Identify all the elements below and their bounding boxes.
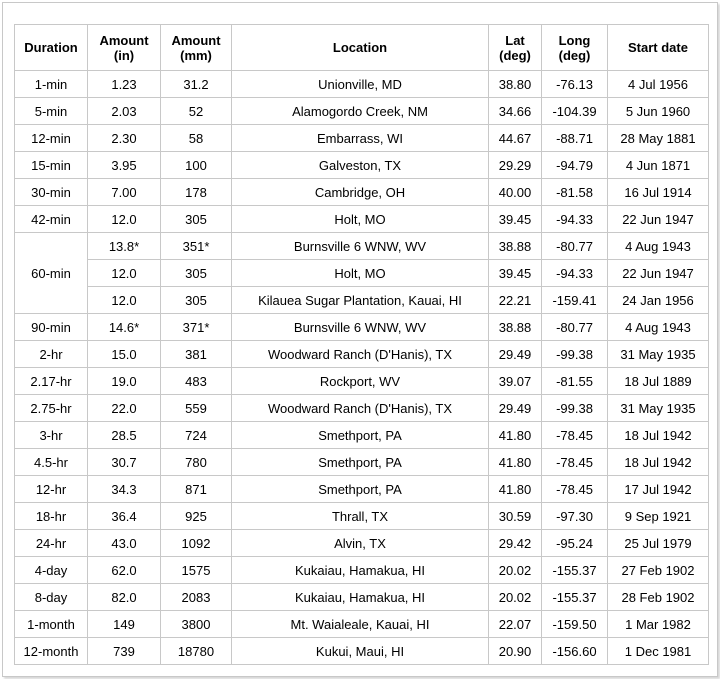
long-cell: -78.45: [542, 476, 608, 503]
start-date-cell: 16 Jul 1914: [608, 179, 709, 206]
long-cell: -104.39: [542, 98, 608, 125]
amount-mm-cell: 2083: [161, 584, 232, 611]
table-row: [15, 125, 709, 152]
amount-mm-cell: 381: [161, 341, 232, 368]
start-date-cell: 31 May 1935: [608, 395, 709, 422]
duration-cell: 60-min: [15, 233, 88, 314]
location-cell: Smethport, PA: [232, 476, 489, 503]
long-cell: -88.71: [542, 125, 608, 152]
amount-mm-cell: 305: [161, 260, 232, 287]
amount-in-cell: 2.30: [88, 125, 161, 152]
start-date-cell: 22 Jun 1947: [608, 206, 709, 233]
location-cell: Alamogordo Creek, NM: [232, 98, 489, 125]
start-date-cell: 4 Jun 1871: [608, 152, 709, 179]
long-cell: -81.55: [542, 368, 608, 395]
start-date-cell: 28 Feb 1902: [608, 584, 709, 611]
amount-in-cell: 22.0: [88, 395, 161, 422]
table-row: [15, 98, 709, 125]
location-cell: Holt, MO: [232, 206, 489, 233]
long-cell: -80.77: [542, 314, 608, 341]
start-date-cell: 4 Jul 1956: [608, 71, 709, 98]
duration-cell: 5-min: [15, 98, 88, 125]
amount-in-cell: 62.0: [88, 557, 161, 584]
table-body: [15, 71, 709, 665]
location-cell: Woodward Ranch (D'Hanis), TX: [232, 395, 489, 422]
table-row: [15, 611, 709, 638]
header-row: [15, 25, 709, 71]
amount-mm-cell: 351*: [161, 233, 232, 260]
duration-cell: 1-min: [15, 71, 88, 98]
location-cell: Cambridge, OH: [232, 179, 489, 206]
location-cell: Kilauea Sugar Plantation, Kauai, HI: [232, 287, 489, 314]
amount-in-cell: 12.0: [88, 287, 161, 314]
amount-mm-cell: 305: [161, 206, 232, 233]
amount-in-cell: 82.0: [88, 584, 161, 611]
lat-cell: 29.29: [489, 152, 542, 179]
start-date-cell: 22 Jun 1947: [608, 260, 709, 287]
amount-mm-cell: 178: [161, 179, 232, 206]
location-cell: Kukaiau, Hamakua, HI: [232, 584, 489, 611]
duration-cell: 1-month: [15, 611, 88, 638]
lat-cell: 29.49: [489, 341, 542, 368]
header-long: [542, 25, 608, 71]
amount-mm-cell: 925: [161, 503, 232, 530]
location-cell: Kukui, Maui, HI: [232, 638, 489, 665]
table-row: [15, 638, 709, 665]
lat-cell: 44.67: [489, 125, 542, 152]
amount-mm-cell: 724: [161, 422, 232, 449]
duration-cell: 2-hr: [15, 341, 88, 368]
header-lat: [489, 25, 542, 71]
duration-cell: 12-min: [15, 125, 88, 152]
amount-mm-cell: 52: [161, 98, 232, 125]
amount-in-cell: 19.0: [88, 368, 161, 395]
location-cell: Mt. Waialeale, Kauai, HI: [232, 611, 489, 638]
amount-mm-cell: 58: [161, 125, 232, 152]
long-cell: -94.33: [542, 206, 608, 233]
table-row: [15, 422, 709, 449]
amount-in-cell: 36.4: [88, 503, 161, 530]
header-amount-mm-line2: (mm): [180, 47, 212, 63]
duration-cell: 12-hr: [15, 476, 88, 503]
long-cell: -97.30: [542, 503, 608, 530]
lat-cell: 29.49: [489, 395, 542, 422]
table-row: [15, 341, 709, 368]
header-lat-line2: (deg): [499, 47, 531, 63]
location-cell: Embarrass, WI: [232, 125, 489, 152]
location-cell: Unionville, MD: [232, 71, 489, 98]
start-date-cell: 4 Aug 1943: [608, 233, 709, 260]
amount-in-cell: 15.0: [88, 341, 161, 368]
location-cell: Burnsville 6 WNW, WV: [232, 314, 489, 341]
long-cell: -99.38: [542, 341, 608, 368]
amount-mm-cell: 305: [161, 287, 232, 314]
long-cell: -94.33: [542, 260, 608, 287]
long-cell: -80.77: [542, 233, 608, 260]
location-cell: Thrall, TX: [232, 503, 489, 530]
start-date-cell: 25 Jul 1979: [608, 530, 709, 557]
header-duration: Duration: [15, 25, 88, 71]
header-amount-mm-line1: Amount: [171, 32, 221, 48]
rainfall-records-table: [14, 24, 709, 665]
location-cell: Holt, MO: [232, 260, 489, 287]
duration-cell: 42-min: [15, 206, 88, 233]
lat-cell: 20.90: [489, 638, 542, 665]
lat-cell: 39.45: [489, 206, 542, 233]
table-row: [15, 584, 709, 611]
lat-cell: 41.80: [489, 476, 542, 503]
amount-in-cell: 12.0: [88, 260, 161, 287]
table-row: [15, 179, 709, 206]
start-date-cell: 9 Sep 1921: [608, 503, 709, 530]
long-cell: -95.24: [542, 530, 608, 557]
amount-in-cell: 13.8*: [88, 233, 161, 260]
table-row: [15, 206, 709, 233]
long-cell: -156.60: [542, 638, 608, 665]
lat-cell: 41.80: [489, 422, 542, 449]
location-cell: Smethport, PA: [232, 422, 489, 449]
amount-mm-cell: 871: [161, 476, 232, 503]
duration-cell: 4-day: [15, 557, 88, 584]
location-cell: Smethport, PA: [232, 449, 489, 476]
header-amount-in-line1: Amount: [99, 32, 149, 48]
amount-in-cell: 14.6*: [88, 314, 161, 341]
table-row: [15, 287, 709, 314]
duration-cell: 2.75-hr: [15, 395, 88, 422]
header-long-line2: (deg): [558, 47, 591, 63]
lat-cell: 20.02: [489, 557, 542, 584]
lat-cell: 41.80: [489, 449, 542, 476]
header-long-line1: Long: [558, 32, 591, 48]
amount-in-cell: 30.7: [88, 449, 161, 476]
duration-cell: 12-month: [15, 638, 88, 665]
lat-cell: 30.59: [489, 503, 542, 530]
table-row: [15, 395, 709, 422]
start-date-cell: 1 Mar 1982: [608, 611, 709, 638]
duration-cell: 8-day: [15, 584, 88, 611]
amount-in-cell: 149: [88, 611, 161, 638]
lat-cell: 34.66: [489, 98, 542, 125]
table-row: [15, 368, 709, 395]
amount-mm-cell: 31.2: [161, 71, 232, 98]
duration-cell: 30-min: [15, 179, 88, 206]
lat-cell: 39.45: [489, 260, 542, 287]
long-cell: -76.13: [542, 71, 608, 98]
table-row: [15, 503, 709, 530]
start-date-cell: 18 Jul 1942: [608, 422, 709, 449]
duration-cell: 15-min: [15, 152, 88, 179]
location-cell: Galveston, TX: [232, 152, 489, 179]
amount-mm-cell: 100: [161, 152, 232, 179]
header-location: Location: [232, 25, 489, 71]
location-cell: Burnsville 6 WNW, WV: [232, 233, 489, 260]
table-row: [15, 152, 709, 179]
amount-mm-cell: 1575: [161, 557, 232, 584]
duration-cell: 18-hr: [15, 503, 88, 530]
lat-cell: 29.42: [489, 530, 542, 557]
amount-mm-cell: 780: [161, 449, 232, 476]
lat-cell: 38.80: [489, 71, 542, 98]
location-cell: Woodward Ranch (D'Hanis), TX: [232, 341, 489, 368]
table-row: [15, 233, 709, 260]
start-date-cell: 5 Jun 1960: [608, 98, 709, 125]
table-row: [15, 557, 709, 584]
start-date-cell: 28 May 1881: [608, 125, 709, 152]
amount-mm-cell: 559: [161, 395, 232, 422]
start-date-cell: 31 May 1935: [608, 341, 709, 368]
table-row: [15, 476, 709, 503]
screenshot-frame: [2, 2, 718, 677]
amount-in-cell: 739: [88, 638, 161, 665]
lat-cell: 22.07: [489, 611, 542, 638]
duration-cell: 4.5-hr: [15, 449, 88, 476]
amount-mm-cell: 18780: [161, 638, 232, 665]
header-amount-in-line2: (in): [113, 47, 135, 63]
long-cell: -99.38: [542, 395, 608, 422]
start-date-cell: 4 Aug 1943: [608, 314, 709, 341]
long-cell: -78.45: [542, 422, 608, 449]
table-row: [15, 260, 709, 287]
header-amount-in: [88, 25, 161, 71]
duration-cell: 3-hr: [15, 422, 88, 449]
long-cell: -94.79: [542, 152, 608, 179]
amount-in-cell: 43.0: [88, 530, 161, 557]
long-cell: -155.37: [542, 557, 608, 584]
long-cell: -81.58: [542, 179, 608, 206]
amount-in-cell: 2.03: [88, 98, 161, 125]
table-row: [15, 449, 709, 476]
start-date-cell: 1 Dec 1981: [608, 638, 709, 665]
duration-cell: 2.17-hr: [15, 368, 88, 395]
long-cell: -159.41: [542, 287, 608, 314]
lat-cell: 20.02: [489, 584, 542, 611]
amount-mm-cell: 1092: [161, 530, 232, 557]
amount-mm-cell: 483: [161, 368, 232, 395]
table-header: [15, 25, 709, 71]
amount-in-cell: 1.23: [88, 71, 161, 98]
location-cell: Kukaiau, Hamakua, HI: [232, 557, 489, 584]
start-date-cell: 27 Feb 1902: [608, 557, 709, 584]
start-date-cell: 18 Jul 1942: [608, 449, 709, 476]
location-cell: Rockport, WV: [232, 368, 489, 395]
table-row: [15, 314, 709, 341]
lat-cell: 22.21: [489, 287, 542, 314]
lat-cell: 39.07: [489, 368, 542, 395]
lat-cell: 38.88: [489, 314, 542, 341]
start-date-cell: 24 Jan 1956: [608, 287, 709, 314]
long-cell: -155.37: [542, 584, 608, 611]
lat-cell: 38.88: [489, 233, 542, 260]
amount-in-cell: 7.00: [88, 179, 161, 206]
header-lat-line1: Lat: [505, 32, 525, 48]
amount-in-cell: 12.0: [88, 206, 161, 233]
duration-cell: 24-hr: [15, 530, 88, 557]
table-row: [15, 530, 709, 557]
amount-in-cell: 34.3: [88, 476, 161, 503]
header-amount-mm: [161, 25, 232, 71]
start-date-cell: 17 Jul 1942: [608, 476, 709, 503]
table-row: [15, 71, 709, 98]
start-date-cell: 18 Jul 1889: [608, 368, 709, 395]
amount-in-cell: 3.95: [88, 152, 161, 179]
long-cell: -78.45: [542, 449, 608, 476]
header-start-date: Start date: [608, 25, 709, 71]
location-cell: Alvin, TX: [232, 530, 489, 557]
lat-cell: 40.00: [489, 179, 542, 206]
long-cell: -159.50: [542, 611, 608, 638]
duration-cell: 90-min: [15, 314, 88, 341]
amount-mm-cell: 3800: [161, 611, 232, 638]
amount-mm-cell: 371*: [161, 314, 232, 341]
amount-in-cell: 28.5: [88, 422, 161, 449]
